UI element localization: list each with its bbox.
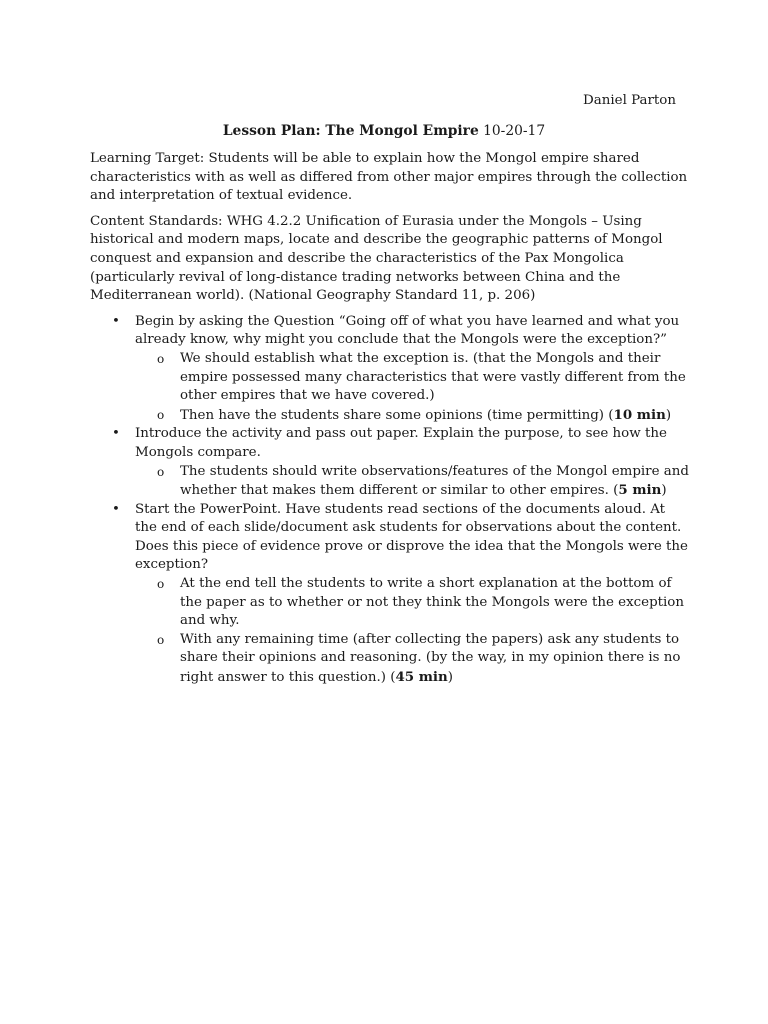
time-close: ): [447, 670, 453, 686]
sub-step-text: We should establish what the exception is. (that the Mongols and their empire possessed many characteristics that were vastly different from the other empires that we have covered.): [180, 350, 686, 404]
sub-bullet-icon: o: [157, 351, 165, 366]
time-allotment: 5 min: [618, 482, 662, 499]
sub-step: [135, 631, 690, 688]
bullet-icon: •: [112, 313, 120, 329]
sub-bullet-icon: o: [157, 407, 165, 422]
sub-steps-list: [135, 463, 690, 501]
sub-step-text: Then have the students share some opinions (time permitting) (: [180, 407, 614, 423]
bullet-icon: •: [112, 426, 120, 442]
sub-step: [135, 406, 690, 426]
sub-step-text: With any remaining time (after collecting the papers) ask any students to share their opinions and reasoning. (by the way, in my opinion there is no right answer to this question.) (: [180, 631, 681, 686]
bullet-icon: •: [112, 501, 120, 517]
sub-bullet-icon: o: [157, 464, 165, 479]
sub-step: [135, 350, 690, 406]
lesson-step: [90, 425, 690, 500]
lesson-steps-list: [90, 313, 690, 688]
learning-target: Learning Target: Students will be able to explain how the Mongol empire shared characteristics with as well as differed from other major empires through the collection and interpretation of textual evidence.: [90, 151, 688, 204]
time-close: ): [661, 483, 667, 499]
lesson-step: [90, 501, 690, 688]
content-standards: Content Standards: WHG 4.2.2 Unification of Eurasia under the Mongols – Using historical and modern maps, locate and describe the geographic patterns of Mongol conquest and expansion and describe the characteristics of the Pax Mongolica (particularly revival of long-distance trading networks between China and the Mediterranean world). (National Geography Standard 11, p. 206): [90, 213, 663, 304]
sub-bullet-icon: o: [157, 577, 165, 592]
sub-steps-list: [135, 575, 690, 688]
time-allotment: 45 min: [395, 669, 448, 686]
lesson-step-text: Begin by asking the Question “Going off of what you have learned and what you already know, why might you conclude that the Mongols were the exception?”: [135, 313, 680, 348]
time-close: ): [665, 407, 672, 423]
lesson-step: [90, 313, 690, 426]
author-name: Daniel Parton: [583, 93, 676, 108]
sub-step: [135, 463, 690, 501]
lesson-step-text: Introduce the activity and pass out paper. Explain the purpose, to see how the Mongols compare.: [135, 426, 667, 460]
sub-steps-list: [135, 350, 690, 425]
document-body: [90, 150, 690, 688]
sub-step-text: At the end tell the students to write a short explanation at the bottom of the paper as to whether or not they think the Mongols were the exception and why.: [180, 576, 684, 629]
time-allotment: 10 min: [613, 406, 666, 423]
sub-bullet-icon: o: [157, 632, 165, 647]
lesson-title: [0, 122, 768, 141]
lesson-date: 10-20-17: [483, 123, 546, 139]
lesson-title-text: Lesson Plan: The Mongol Empire: [222, 123, 479, 139]
sub-step-text: The students should write observations/features of the Mongol empire and whether that makes them different or similar to other empires. (: [180, 463, 689, 499]
sub-step: [135, 575, 690, 631]
lesson-step-text: Start the PowerPoint. Have students read sections of the documents aloud. At the end of each slide/document ask students for observations about the content. Does this piece of evidence prove or disprove the idea that the Mongols were the exception?: [135, 501, 688, 573]
